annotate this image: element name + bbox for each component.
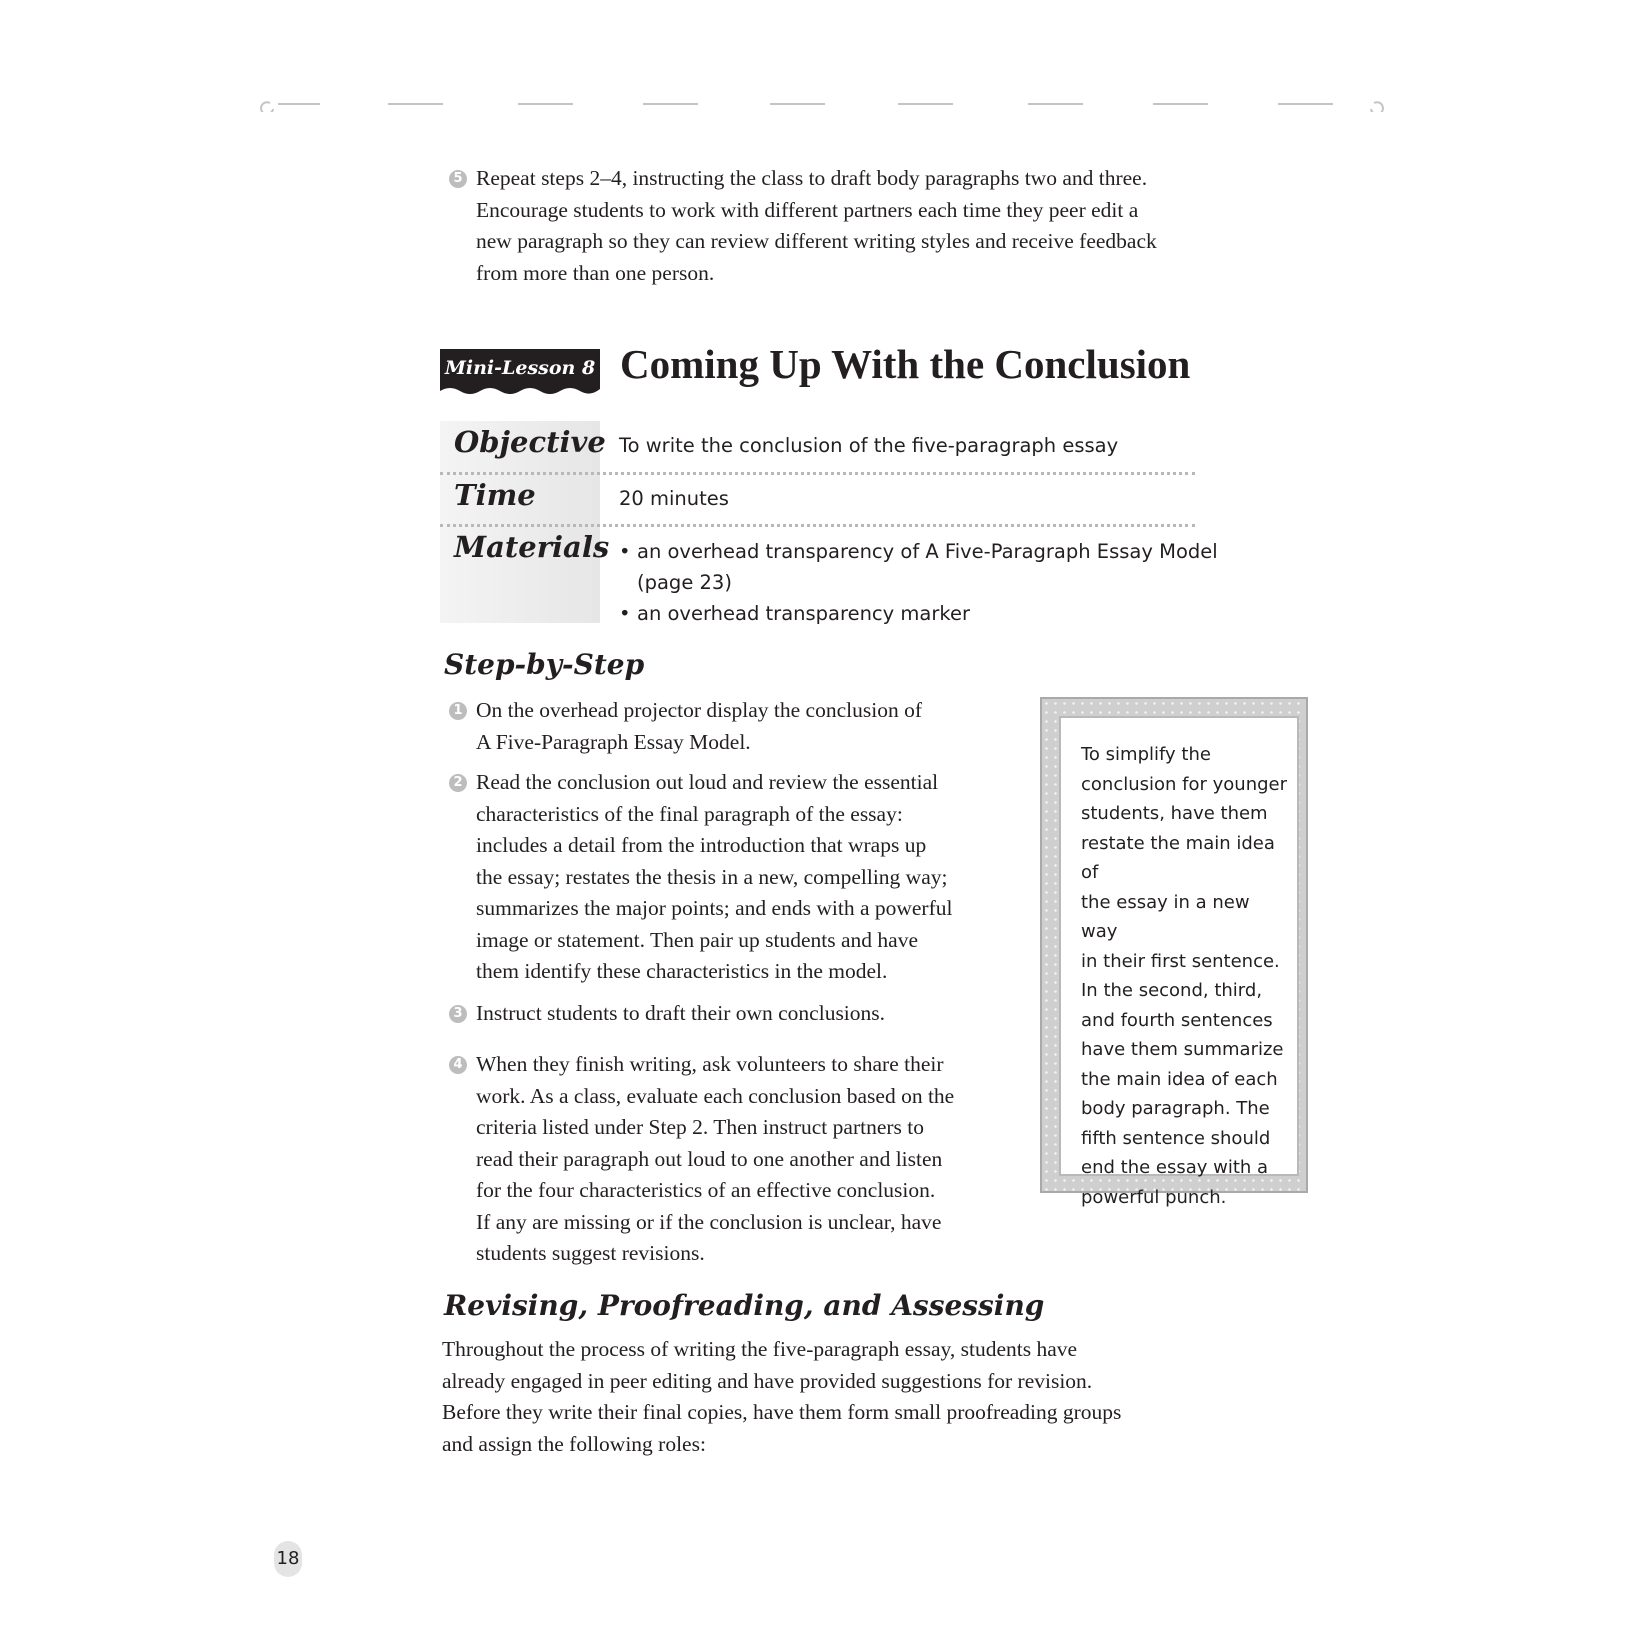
tip-text: To simplify the conclusion for younger students, have them restate the main idea of the essay in a new way in their first sentence. In the second, third, and fourth sentences have them summarize the main idea of each body paragraph. The fifth sentence should end the essay with a powerful punch. xyxy=(1081,744,1287,1208)
materials-item-text: an overhead transparency marker xyxy=(637,602,970,625)
objective-label: Objective xyxy=(454,425,606,459)
objective-value: To write the conclusion of the five-paragraph essay xyxy=(619,434,1119,457)
revising-paragraph: Throughout the process of writing the five-paragraph essay, students have already engaged in peer editing and have provided suggestions for revision. Before they write their final copies, have them form small proofreading groups and assign the following roles: xyxy=(442,1337,1122,1456)
bullet-icon: • xyxy=(619,602,631,625)
step-text: Instruct students to draft their own conclusions. xyxy=(476,1001,886,1025)
step-text: Repeat steps 2–4, instructing the class to draft body paragraphs two and three. Encourage students to work with different partners each time they peer edit a new paragraph so they can review different writing styles and receive feedback from more than one person. xyxy=(476,166,1157,285)
step-text: On the overhead projector display the conclusion of A Five-Paragraph Essay Model. xyxy=(476,698,922,754)
step-text: When they finish writing, ask volunteers to share their work. As a class, evaluate each conclusion based on the criteria listed under Step 2. Then instruct partners to read their paragraph out loud to one another and listen for the four characteristics of an effective conclusion. If any are missing or if the conclusion is unclear, have students suggest revisions. xyxy=(476,1052,955,1265)
step-text: Read the conclusion out loud and review the essential characteristics of the final paragraph of the essay: includes a detail from the introduction that wraps up the essay; restates the thesis in a new, compelling way; summarizes the major points; and ends with a powerful image or statement. Then pair up students and have them identify these characteristics in the model. xyxy=(476,770,953,983)
step-number-badge: 3 xyxy=(449,1005,467,1023)
time-value: 20 minutes xyxy=(619,487,729,510)
step-1 xyxy=(453,695,1016,758)
time-label: Time xyxy=(454,478,536,512)
step-5 xyxy=(453,163,1236,289)
materials-item-text: an overhead transparency of A Five-Paragraph Essay Model (page 23) xyxy=(637,540,1218,594)
step-number-badge: 2 xyxy=(449,774,467,792)
step-number-badge: 5 xyxy=(449,170,467,188)
materials-label: Materials xyxy=(454,530,610,564)
revising-heading: Revising, Proofreading, and Assessing xyxy=(444,1289,1045,1322)
lesson-title: Coming Up With the Conclusion xyxy=(620,341,1191,387)
step-number-badge: 4 xyxy=(449,1056,467,1074)
materials-item xyxy=(619,536,1218,598)
top-ornament-rule xyxy=(258,96,1386,112)
info-divider xyxy=(440,524,1195,527)
step-number-badge: 1 xyxy=(449,702,467,720)
step-by-step-heading: Step-by-Step xyxy=(444,648,645,681)
step-3 xyxy=(453,998,1016,1030)
step-2 xyxy=(453,767,1016,988)
bullet-icon: • xyxy=(619,540,631,563)
materials-item xyxy=(619,598,970,629)
step-4 xyxy=(453,1049,1016,1270)
page-number: 18 xyxy=(274,1541,302,1577)
mini-lesson-badge xyxy=(440,349,600,397)
info-divider xyxy=(440,472,1195,475)
mini-lesson-label: Mini-Lesson 8 xyxy=(444,357,596,379)
